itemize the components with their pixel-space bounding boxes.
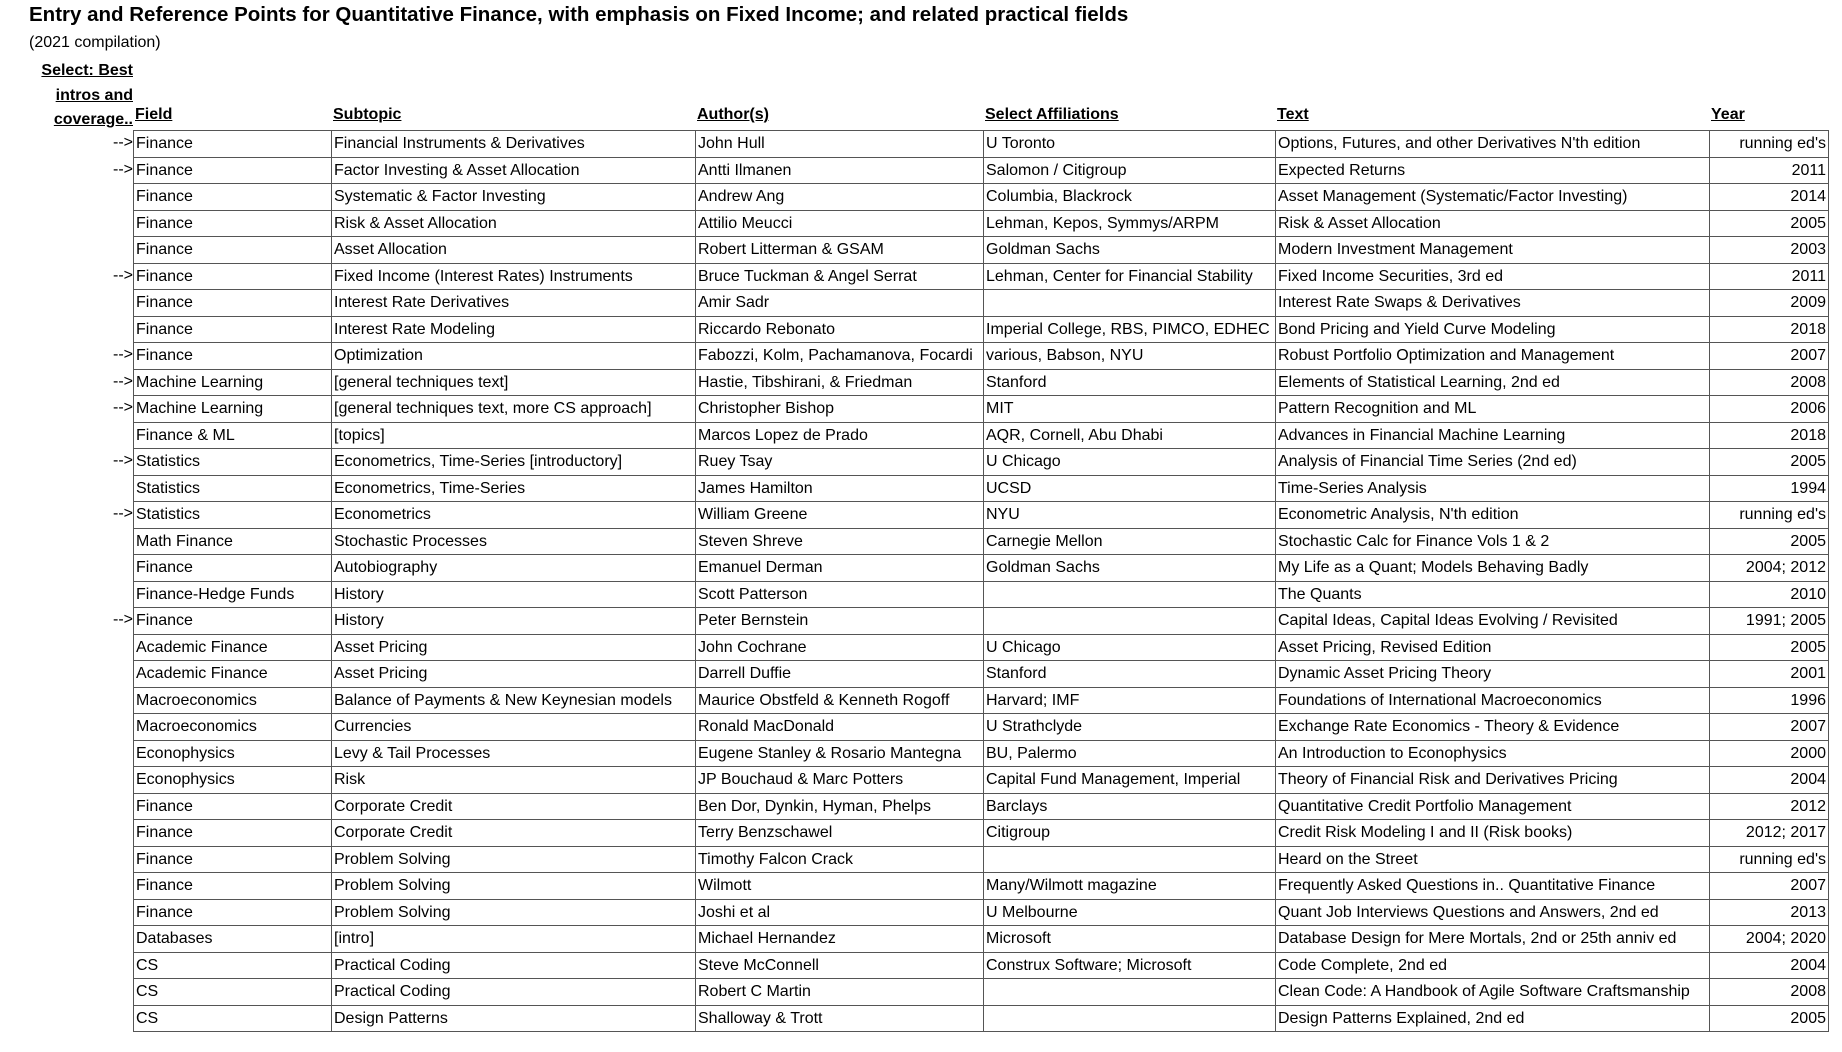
cell-subtopic: History: [332, 581, 696, 608]
cell-subtopic: Asset Pricing: [332, 634, 696, 661]
cell-affiliations: Many/Wilmott magazine: [984, 873, 1276, 900]
cell-year: 2007: [1710, 714, 1829, 741]
table-row: [134, 396, 1829, 423]
table-row: [134, 263, 1829, 290]
table-row: [134, 687, 1829, 714]
cell-field: Finance: [134, 316, 332, 343]
cell-field: Finance: [134, 873, 332, 900]
cell-text: Heard on the Street: [1276, 846, 1710, 873]
cell-text: Database Design for Mere Mortals, 2nd or 25th anniv ed: [1276, 926, 1710, 953]
cell-authors: Antti Ilmanen: [696, 157, 984, 184]
cell-text: Stochastic Calc for Finance Vols 1 & 2: [1276, 528, 1710, 555]
cell-affiliations: Salomon / Citigroup: [984, 157, 1276, 184]
select-arrow: -->: [113, 346, 133, 363]
cell-affiliations: MIT: [984, 396, 1276, 423]
cell-subtopic: Currencies: [332, 714, 696, 741]
cell-affiliations: [984, 846, 1276, 873]
cell-text: Expected Returns: [1276, 157, 1710, 184]
table-row: [134, 846, 1829, 873]
cell-subtopic: Risk & Asset Allocation: [332, 210, 696, 237]
cell-year: 2001: [1710, 661, 1829, 688]
table-row: [134, 608, 1829, 635]
table-row: [134, 555, 1829, 582]
select-arrow: [0, 793, 133, 820]
cell-authors: Ruey Tsay: [696, 449, 984, 476]
cell-text: Pattern Recognition and ML: [1276, 396, 1710, 423]
cell-year: 2012: [1710, 793, 1829, 820]
cell-field: Finance: [134, 290, 332, 317]
cell-authors: Wilmott: [696, 873, 984, 900]
cell-text: Quantitative Credit Portfolio Management: [1276, 793, 1710, 820]
cell-subtopic: Corporate Credit: [332, 820, 696, 847]
cell-text: An Introduction to Econophysics: [1276, 740, 1710, 767]
select-arrow: -->: [113, 266, 133, 284]
cell-field: CS: [134, 1005, 332, 1032]
cell-text: Dynamic Asset Pricing Theory: [1276, 661, 1710, 688]
cell-text: Theory of Financial Risk and Derivatives Pricing: [1276, 767, 1710, 794]
select-arrow: -->: [113, 134, 133, 151]
cell-field: Finance: [134, 846, 332, 873]
cell-subtopic: Practical Coding: [332, 952, 696, 979]
cell-affiliations: [984, 290, 1276, 317]
select-arrow: -->: [113, 505, 133, 522]
table-row: [134, 979, 1829, 1006]
table-row: [134, 634, 1829, 661]
table-row: [134, 793, 1829, 820]
select-arrow: [0, 289, 133, 316]
cell-text: Foundations of International Macroeconomics: [1276, 687, 1710, 714]
table-row: [134, 475, 1829, 502]
cell-year: 2009: [1710, 290, 1829, 317]
table-row: [134, 528, 1829, 555]
cell-authors: Timothy Falcon Crack: [696, 846, 984, 873]
select-arrow: [0, 236, 133, 263]
cell-subtopic: Autobiography: [332, 555, 696, 582]
cell-field: Finance: [134, 343, 332, 370]
cell-authors: Terry Benzschawel: [696, 820, 984, 847]
cell-authors: Eugene Stanley & Rosario Mantegna: [696, 740, 984, 767]
select-arrow: -->: [113, 399, 133, 416]
table-row: [134, 290, 1829, 317]
cell-authors: Andrew Ang: [696, 184, 984, 211]
cell-affiliations: Carnegie Mellon: [984, 528, 1276, 555]
cell-subtopic: Fixed Income (Interest Rates) Instruments: [332, 263, 696, 290]
cell-text: Clean Code: A Handbook of Agile Software Craftsmanship: [1276, 979, 1710, 1006]
cell-year: 2005: [1710, 528, 1829, 555]
cell-affiliations: BU, Palermo: [984, 740, 1276, 767]
cell-field: Machine Learning: [134, 369, 332, 396]
select-arrow: [0, 740, 133, 767]
cell-authors: James Hamilton: [696, 475, 984, 502]
select-arrow: [0, 634, 133, 661]
cell-year: 2010: [1710, 581, 1829, 608]
cell-authors: JP Bouchaud & Marc Potters: [696, 767, 984, 794]
cell-text: Robust Portfolio Optimization and Management: [1276, 343, 1710, 370]
cell-authors: John Cochrane: [696, 634, 984, 661]
page-subtitle: (2021 compilation): [29, 34, 161, 51]
cell-authors: Fabozzi, Kolm, Pachamanova, Focardi: [696, 343, 984, 370]
cell-subtopic: Financial Instruments & Derivatives: [332, 131, 696, 158]
cell-year: 2007: [1710, 873, 1829, 900]
table-row: [134, 210, 1829, 237]
cell-subtopic: Systematic & Factor Investing: [332, 184, 696, 211]
table-row: [134, 316, 1829, 343]
cell-text: Fixed Income Securities, 3rd ed: [1276, 263, 1710, 290]
cell-subtopic: Balance of Payments & New Keynesian models: [332, 687, 696, 714]
select-arrow: [0, 316, 133, 343]
table-row: [134, 502, 1829, 529]
cell-affiliations: [984, 581, 1276, 608]
cell-subtopic: Practical Coding: [332, 979, 696, 1006]
cell-field: Statistics: [134, 449, 332, 476]
select-arrow-column: [0, 130, 133, 1031]
select-arrow: [0, 581, 133, 608]
cell-subtopic: Asset Pricing: [332, 661, 696, 688]
table-row: [134, 899, 1829, 926]
cell-text: Frequently Asked Questions in.. Quantitative Finance: [1276, 873, 1710, 900]
cell-affiliations: Imperial College, RBS, PIMCO, EDHEC: [984, 316, 1276, 343]
cell-subtopic: Asset Allocation: [332, 237, 696, 264]
cell-text: Code Complete, 2nd ed: [1276, 952, 1710, 979]
cell-subtopic: Econometrics, Time-Series: [332, 475, 696, 502]
cell-field: Finance: [134, 157, 332, 184]
cell-field: Academic Finance: [134, 661, 332, 688]
cell-affiliations: various, Babson, NYU: [984, 343, 1276, 370]
cell-subtopic: Levy & Tail Processes: [332, 740, 696, 767]
cell-text: Credit Risk Modeling I and II (Risk books): [1276, 820, 1710, 847]
cell-authors: Christopher Bishop: [696, 396, 984, 423]
cell-authors: Darrell Duffie: [696, 661, 984, 688]
select-arrow: [0, 528, 133, 555]
cell-text: Risk & Asset Allocation: [1276, 210, 1710, 237]
cell-subtopic: Problem Solving: [332, 846, 696, 873]
cell-text: Bond Pricing and Yield Curve Modeling: [1276, 316, 1710, 343]
cell-year: 2008: [1710, 979, 1829, 1006]
select-arrow: [0, 660, 133, 687]
select-arrow: [0, 819, 133, 846]
header-year: Year: [1711, 106, 1745, 123]
cell-year: 1991; 2005: [1710, 608, 1829, 635]
cell-field: Econophysics: [134, 767, 332, 794]
cell-text: Time-Series Analysis: [1276, 475, 1710, 502]
cell-subtopic: [intro]: [332, 926, 696, 953]
cell-field: Finance: [134, 899, 332, 926]
cell-authors: Shalloway & Trott: [696, 1005, 984, 1032]
cell-subtopic: Econometrics: [332, 502, 696, 529]
cell-subtopic: [general techniques text, more CS approach]: [332, 396, 696, 423]
table-row: [134, 740, 1829, 767]
reference-table: [133, 130, 1829, 1032]
table-row: [134, 422, 1829, 449]
select-arrow: [0, 475, 133, 502]
cell-year: running ed's: [1710, 131, 1829, 158]
cell-field: Statistics: [134, 475, 332, 502]
cell-authors: Maurice Obstfeld & Kenneth Rogoff: [696, 687, 984, 714]
page-title: Entry and Reference Points for Quantitative Finance, with emphasis on Fixed Income; and related practical fields: [29, 3, 1129, 26]
select-header-line: Select: Best: [41, 62, 133, 79]
cell-year: 2011: [1710, 263, 1829, 290]
column-headers: [0, 106, 1842, 128]
cell-field: Finance: [134, 210, 332, 237]
cell-text: Quant Job Interviews Questions and Answers, 2nd ed: [1276, 899, 1710, 926]
cell-authors: Michael Hernandez: [696, 926, 984, 953]
cell-year: 2018: [1710, 422, 1829, 449]
cell-year: 2005: [1710, 210, 1829, 237]
table-row: [134, 926, 1829, 953]
table-row: [134, 661, 1829, 688]
select-arrow: [0, 925, 133, 952]
cell-authors: Amir Sadr: [696, 290, 984, 317]
cell-field: Academic Finance: [134, 634, 332, 661]
cell-affiliations: Citigroup: [984, 820, 1276, 847]
cell-authors: Ronald MacDonald: [696, 714, 984, 741]
cell-authors: Ben Dor, Dynkin, Hyman, Phelps: [696, 793, 984, 820]
cell-subtopic: Risk: [332, 767, 696, 794]
cell-field: Machine Learning: [134, 396, 332, 423]
cell-subtopic: [topics]: [332, 422, 696, 449]
cell-authors: Robert C Martin: [696, 979, 984, 1006]
cell-text: Modern Investment Management: [1276, 237, 1710, 264]
cell-text: Asset Management (Systematic/Factor Investing): [1276, 184, 1710, 211]
cell-text: Analysis of Financial Time Series (2nd ed): [1276, 449, 1710, 476]
cell-field: Finance-Hedge Funds: [134, 581, 332, 608]
header-subtopic: Subtopic: [333, 106, 402, 123]
select-arrow: [0, 687, 133, 714]
cell-year: 1994: [1710, 475, 1829, 502]
cell-field: Econophysics: [134, 740, 332, 767]
cell-year: 2014: [1710, 184, 1829, 211]
cell-year: 2005: [1710, 1005, 1829, 1032]
cell-year: 2011: [1710, 157, 1829, 184]
cell-text: Interest Rate Swaps & Derivatives: [1276, 290, 1710, 317]
cell-year: 2006: [1710, 396, 1829, 423]
cell-authors: John Hull: [696, 131, 984, 158]
cell-field: Finance & ML: [134, 422, 332, 449]
cell-year: 2004: [1710, 767, 1829, 794]
cell-text: Design Patterns Explained, 2nd ed: [1276, 1005, 1710, 1032]
select-arrow: [0, 713, 133, 740]
select-arrow: [0, 978, 133, 1005]
cell-affiliations: Barclays: [984, 793, 1276, 820]
select-arrow: [0, 1005, 133, 1032]
select-arrow: [0, 422, 133, 449]
cell-field: Macroeconomics: [134, 687, 332, 714]
cell-affiliations: Lehman, Center for Financial Stability: [984, 263, 1276, 290]
cell-affiliations: Harvard; IMF: [984, 687, 1276, 714]
table-row: [134, 714, 1829, 741]
cell-subtopic: Interest Rate Derivatives: [332, 290, 696, 317]
cell-subtopic: Interest Rate Modeling: [332, 316, 696, 343]
cell-subtopic: Corporate Credit: [332, 793, 696, 820]
cell-affiliations: [984, 979, 1276, 1006]
header-authors: Author(s): [697, 106, 769, 123]
select-arrow: [0, 210, 133, 237]
cell-year: 2004; 2012: [1710, 555, 1829, 582]
select-header-line: intros and: [55, 86, 133, 104]
header-text: Text: [1277, 106, 1309, 123]
cell-subtopic: Design Patterns: [332, 1005, 696, 1032]
cell-text: Exchange Rate Economics - Theory & Evidence: [1276, 714, 1710, 741]
select-arrow: [0, 846, 133, 873]
cell-text: Elements of Statistical Learning, 2nd ed: [1276, 369, 1710, 396]
cell-affiliations: U Strathclyde: [984, 714, 1276, 741]
cell-year: 2004; 2020: [1710, 926, 1829, 953]
cell-authors: Emanuel Derman: [696, 555, 984, 582]
cell-affiliations: NYU: [984, 502, 1276, 529]
cell-authors: Bruce Tuckman & Angel Serrat: [696, 263, 984, 290]
cell-affiliations: Construx Software; Microsoft: [984, 952, 1276, 979]
cell-field: Finance: [134, 793, 332, 820]
table-row: [134, 767, 1829, 794]
select-arrow: [0, 872, 133, 899]
cell-field: Finance: [134, 820, 332, 847]
cell-subtopic: Problem Solving: [332, 873, 696, 900]
select-arrow: [0, 952, 133, 979]
cell-year: 2005: [1710, 449, 1829, 476]
cell-affiliations: Capital Fund Management, Imperial: [984, 767, 1276, 794]
cell-authors: William Greene: [696, 502, 984, 529]
header-affiliations: Select Affiliations: [985, 106, 1119, 123]
select-arrow: [0, 766, 133, 793]
cell-affiliations: Columbia, Blackrock: [984, 184, 1276, 211]
table-row: [134, 581, 1829, 608]
cell-affiliations: Stanford: [984, 661, 1276, 688]
cell-affiliations: U Chicago: [984, 634, 1276, 661]
cell-subtopic: Optimization: [332, 343, 696, 370]
cell-year: 2004: [1710, 952, 1829, 979]
cell-affiliations: UCSD: [984, 475, 1276, 502]
table-row: [134, 343, 1829, 370]
cell-field: CS: [134, 979, 332, 1006]
cell-year: 2013: [1710, 899, 1829, 926]
cell-year: 2003: [1710, 237, 1829, 264]
table-row: [134, 873, 1829, 900]
cell-year: 2018: [1710, 316, 1829, 343]
select-arrow: -->: [113, 372, 133, 390]
select-arrow: -->: [113, 160, 133, 178]
cell-year: 1996: [1710, 687, 1829, 714]
cell-field: Macroeconomics: [134, 714, 332, 741]
cell-field: Finance: [134, 608, 332, 635]
cell-affiliations: [984, 608, 1276, 635]
cell-affiliations: U Toronto: [984, 131, 1276, 158]
cell-text: Capital Ideas, Capital Ideas Evolving / Revisited: [1276, 608, 1710, 635]
cell-year: 2008: [1710, 369, 1829, 396]
cell-subtopic: Factor Investing & Asset Allocation: [332, 157, 696, 184]
header-field: Field: [135, 106, 173, 123]
cell-text: Advances in Financial Machine Learning: [1276, 422, 1710, 449]
cell-year: 2007: [1710, 343, 1829, 370]
cell-subtopic: [general techniques text]: [332, 369, 696, 396]
cell-authors: Hastie, Tibshirani, & Friedman: [696, 369, 984, 396]
cell-text: The Quants: [1276, 581, 1710, 608]
table-row: [134, 449, 1829, 476]
select-arrow: -->: [113, 611, 133, 628]
cell-subtopic: Stochastic Processes: [332, 528, 696, 555]
cell-text: My Life as a Quant; Models Behaving Badly: [1276, 555, 1710, 582]
cell-field: Finance: [134, 131, 332, 158]
cell-authors: Marcos Lopez de Prado: [696, 422, 984, 449]
select-header-line: coverage..: [53, 111, 133, 128]
table-row: [134, 369, 1829, 396]
table-row: [134, 184, 1829, 211]
cell-field: Databases: [134, 926, 332, 953]
select-arrow: [0, 554, 133, 581]
cell-affiliations: U Chicago: [984, 449, 1276, 476]
cell-authors: Joshi et al: [696, 899, 984, 926]
table-row: [134, 1005, 1829, 1032]
cell-affiliations: Stanford: [984, 369, 1276, 396]
cell-text: Econometric Analysis, N'th edition: [1276, 502, 1710, 529]
cell-year: 2012; 2017: [1710, 820, 1829, 847]
cell-affiliations: AQR, Cornell, Abu Dhabi: [984, 422, 1276, 449]
cell-field: CS: [134, 952, 332, 979]
select-arrow: -->: [113, 452, 133, 469]
cell-authors: Riccardo Rebonato: [696, 316, 984, 343]
cell-authors: Attilio Meucci: [696, 210, 984, 237]
cell-year: 2005: [1710, 634, 1829, 661]
select-arrow: [0, 899, 133, 926]
cell-authors: Peter Bernstein: [696, 608, 984, 635]
cell-affiliations: Lehman, Kepos, Symmys/ARPM: [984, 210, 1276, 237]
cell-affiliations: U Melbourne: [984, 899, 1276, 926]
table-row: [134, 131, 1829, 158]
select-arrow: [0, 183, 133, 210]
cell-affiliations: Goldman Sachs: [984, 237, 1276, 264]
table-row: [134, 952, 1829, 979]
cell-authors: Steven Shreve: [696, 528, 984, 555]
cell-field: Finance: [134, 184, 332, 211]
cell-field: Finance: [134, 555, 332, 582]
cell-text: Options, Futures, and other Derivatives N'th edition: [1276, 131, 1710, 158]
cell-authors: Robert Litterman & GSAM: [696, 237, 984, 264]
cell-field: Math Finance: [134, 528, 332, 555]
cell-affiliations: Microsoft: [984, 926, 1276, 953]
cell-authors: Steve McConnell: [696, 952, 984, 979]
cell-year: running ed's: [1710, 846, 1829, 873]
cell-year: 2000: [1710, 740, 1829, 767]
cell-affiliations: Goldman Sachs: [984, 555, 1276, 582]
table-row: [134, 157, 1829, 184]
cell-field: Finance: [134, 237, 332, 264]
table-row: [134, 237, 1829, 264]
cell-subtopic: Econometrics, Time-Series [introductory]: [332, 449, 696, 476]
cell-field: Finance: [134, 263, 332, 290]
cell-authors: Scott Patterson: [696, 581, 984, 608]
cell-field: Statistics: [134, 502, 332, 529]
cell-year: running ed's: [1710, 502, 1829, 529]
cell-affiliations: [984, 1005, 1276, 1032]
cell-subtopic: Problem Solving: [332, 899, 696, 926]
table-row: [134, 820, 1829, 847]
cell-text: Asset Pricing, Revised Edition: [1276, 634, 1710, 661]
cell-subtopic: History: [332, 608, 696, 635]
